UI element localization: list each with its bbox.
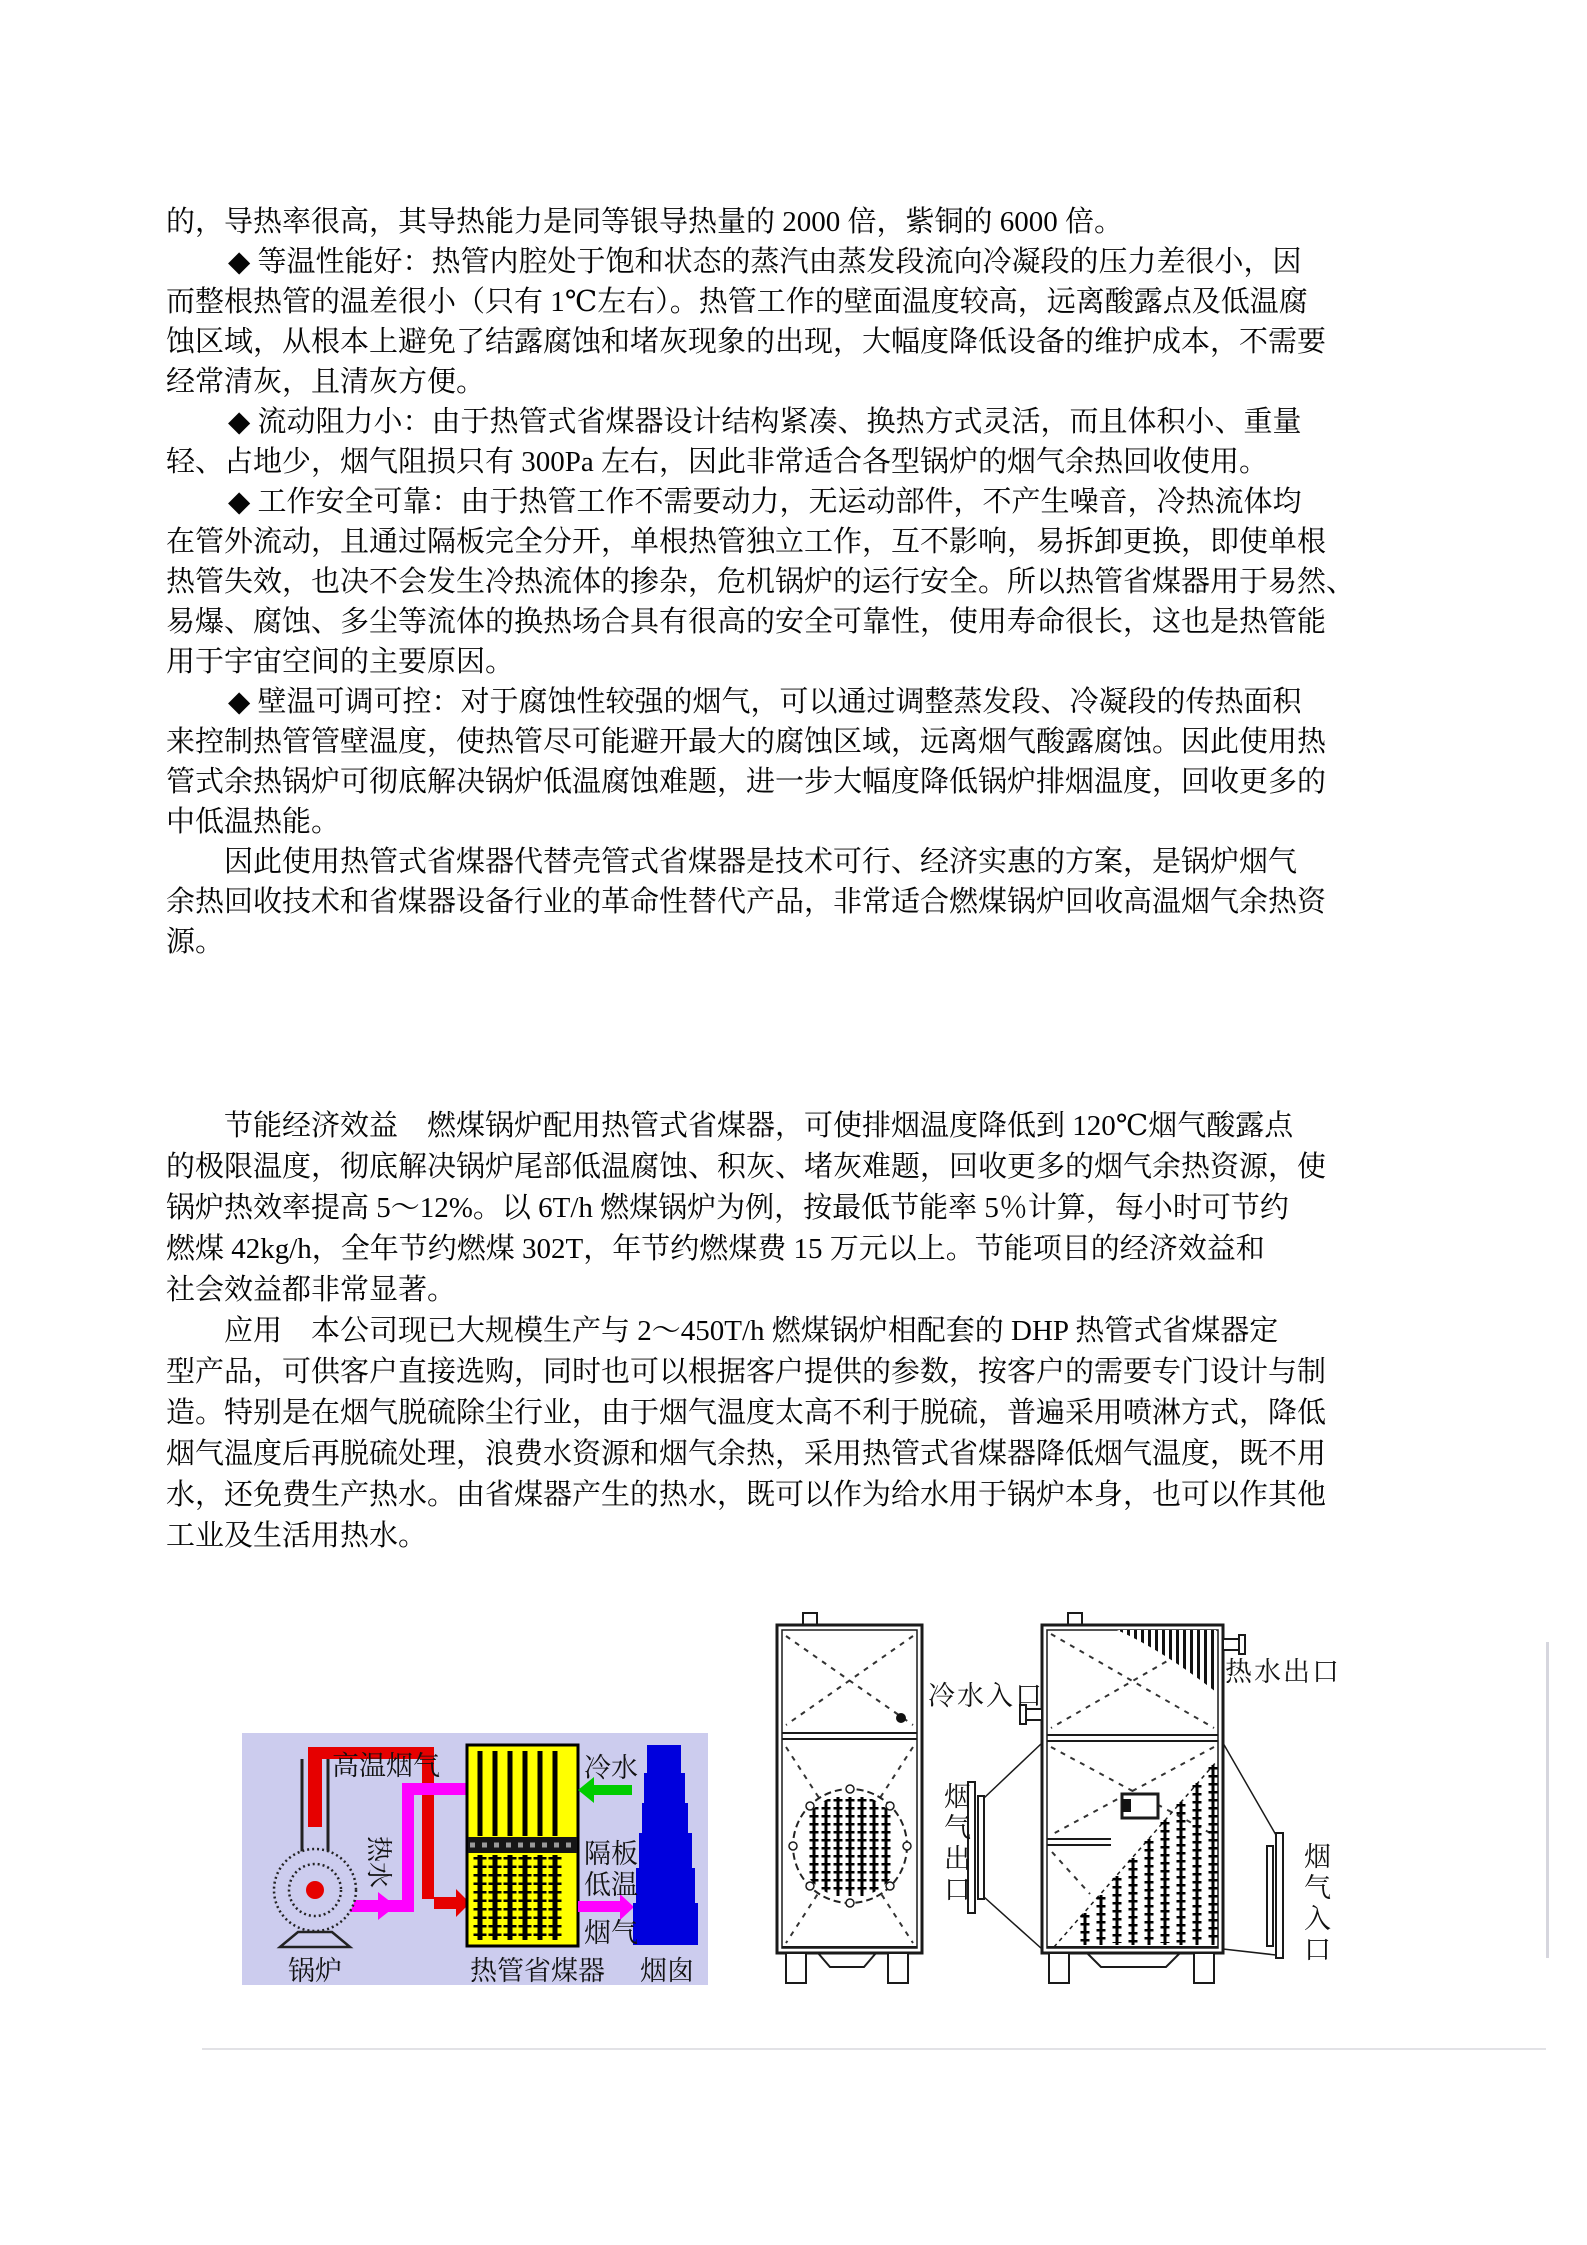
cold-water-label: 冷水 <box>584 1753 638 1783</box>
text-line: 管式余热锅炉可彻底解决锅炉低温腐蚀难题，进一步大幅度降低锅炉排烟温度，回收更多的 <box>166 766 1327 798</box>
text-line: 应用 本公司现已大规模生产与 2～450T/h 燃煤锅炉相配套的 DHP 热管式省煤器定 <box>224 1315 1279 1347</box>
flue-gas-inlet-duct <box>1223 1743 1283 1958</box>
text-line: 的极限温度，彻底解决锅炉尾部低温腐蚀、积灰、堵灰难题，回收更多的烟气余热资源，使 <box>166 1151 1327 1183</box>
drain-dot-icon <box>896 1713 906 1723</box>
hopper <box>818 1953 876 1967</box>
economizer-box <box>467 1745 578 1946</box>
text-line: 轻、占地少，烟气阻损只有 300Pa 左右，因此非常适合各型锅炉的烟气余热回收使用。 <box>166 446 1269 478</box>
cold-water-inlet-label: 冷水入口 <box>928 1681 1044 1711</box>
text-line: 水，还免费生产热水。由省煤器产生的热水，既可以作为给水用于锅炉本身，也可以作其他 <box>166 1479 1327 1511</box>
text-line: 易爆、腐蚀、多尘等流体的换热场合具有很高的安全可靠性，使用寿命很长，这也是热管能 <box>166 606 1327 638</box>
text-line: 用于宇宙空间的主要原因。 <box>166 646 515 678</box>
text-line: 余热回收技术和省煤器设备行业的革命性替代产品，非常适合燃煤锅炉回收高温烟气余热资 <box>166 886 1327 918</box>
flow-schematic-diagram <box>242 1733 708 1985</box>
text-line: 节能经济效益 燃煤锅炉配用热管式省煤器，可使排烟温度降低到 120℃烟气酸露点 <box>224 1110 1294 1142</box>
hot-water-outlet-stub <box>1223 1639 1239 1650</box>
flue-gas-outlet-duct <box>968 1743 1042 1949</box>
support-leg <box>786 1953 806 1983</box>
support-leg <box>1194 1953 1214 1983</box>
low-temp-label: 低温 <box>584 1870 638 1900</box>
text-line: ◆ 流动阻力小：由于热管式省煤器设计结构紧凑、换热方式灵活，而且体积小、重量 <box>228 406 1302 438</box>
text-line: 的，导热率很高，其导热能力是同等银导热量的 2000 倍，紫铜的 6000 倍。 <box>166 206 1124 238</box>
chimney-label: 烟囱 <box>640 1956 694 1985</box>
text-line: 工业及生活用热水。 <box>166 1520 428 1552</box>
hot-water-label: 热水 <box>364 1835 393 1888</box>
text-line: 来控制热管管壁温度，使热管尽可能避开最大的腐蚀区域，远离烟气酸露腐蚀。因此使用热 <box>166 726 1327 758</box>
text-line: 锅炉热效率提高 5～12%。以 6T/h 燃煤锅炉为例，按最低节能率 5％计算，每小时可节约 <box>166 1192 1289 1224</box>
text-line: 中低温热能。 <box>166 806 341 838</box>
flue-gas-outlet-label: 烟气出口 <box>940 1782 970 1906</box>
boiler-label: 锅炉 <box>288 1956 342 1985</box>
text-line: 造。特别是在烟气脱硫除尘行业，由于烟气温度太高不利于脱硫，普遍采用喷淋方式，降低 <box>166 1397 1327 1429</box>
paragraph-block-2 <box>166 1106 1326 1557</box>
text-line: 在管外流动，且通过隔板完全分开，单根热管独立工作，互不影响，易拆卸更换，即使单根 <box>166 526 1327 558</box>
baffle-label: 隔板 <box>584 1839 638 1869</box>
hot-flue-gas-label: 高温烟气 <box>332 1751 440 1781</box>
text-line: 蚀区域，从根本上避免了结露腐蚀和堵灰现象的出现，大幅度降低设备的维护成本，不需要 <box>166 326 1327 358</box>
text-line: 型产品，可供客户直接选购，同时也可以根据客户提供的参数，按客户的需要专门设计与制 <box>166 1356 1327 1388</box>
paragraph-block-1 <box>166 202 1355 962</box>
text-line: ◆ 工作安全可靠：由于热管工作不需要动力，无运动部件，不产生噪音，冷热流体均 <box>228 486 1302 518</box>
text-line: ◆ 壁温可调可控：对于腐蚀性较强的烟气，可以通过调整蒸发段、冷凝段的传热面积 <box>228 686 1302 718</box>
vessel-side-view <box>1020 1613 1245 1983</box>
economizer-engineering-drawing <box>770 1606 1360 1996</box>
text-line: 社会效益都非常显著。 <box>166 1274 457 1306</box>
text-line: 热管失效，也决不会发生冷热流体的掺杂，危机锅炉的运行安全。所以热管省煤器用于易然、 <box>166 566 1356 598</box>
table-border-vertical <box>1546 1642 1549 1958</box>
table-border-horizontal <box>202 2048 1546 2050</box>
text-line: 烟气温度后再脱硫处理，浪费水资源和烟气余热，采用热管式省煤器降低烟气温度，既不用 <box>166 1438 1327 1470</box>
economizer-label: 热管省煤器 <box>470 1956 605 1985</box>
support-leg <box>888 1953 908 1983</box>
text-line: 因此使用热管式省煤器代替壳管式省煤器是技术可行、经济实惠的方案，是锅炉烟气 <box>224 846 1298 878</box>
text-line: 燃煤 42kg/h，全年节约燃煤 302T，年节约燃煤费 15 万元以上。节能项目的经济效益和 <box>166 1233 1265 1265</box>
flue-gas-label: 烟气 <box>584 1918 638 1948</box>
hopper <box>1087 1953 1180 1967</box>
text-line: 而整根热管的温差很小（只有 1℃左右）。热管工作的壁面温度较高，远离酸露点及低温腐 <box>166 286 1308 318</box>
text-line: 经常清灰，且清灰方便。 <box>166 366 486 398</box>
flue-gas-inlet-label: 烟气入口 <box>1300 1842 1330 1966</box>
text-line: ◆ 等温性能好：热管内腔处于饱和状态的蒸汽由蒸发段流向冷凝段的压力差很小，因 <box>228 246 1302 278</box>
support-leg <box>1049 1953 1069 1983</box>
text-line: 源。 <box>166 926 225 958</box>
hot-water-outlet-label: 热水出口 <box>1225 1657 1341 1687</box>
vessel-front-view <box>777 1613 922 1983</box>
finned-tube-bundle <box>814 1797 886 1896</box>
